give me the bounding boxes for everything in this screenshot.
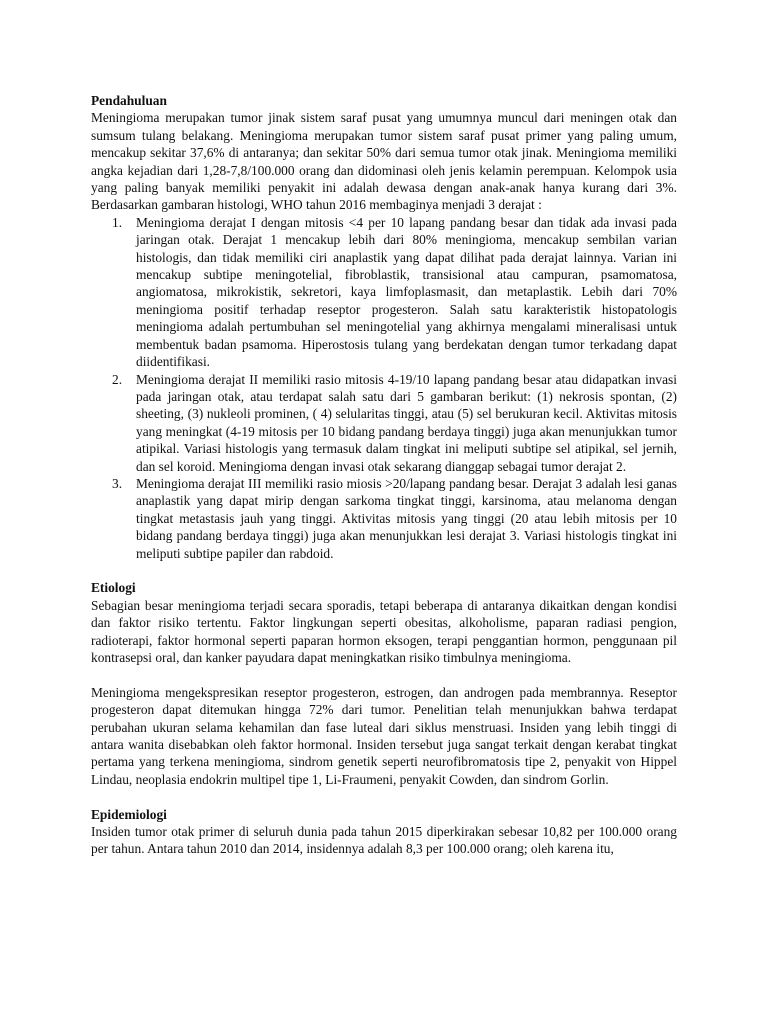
epidemiologi-paragraph: Insiden tumor otak primer di seluruh dunia pada tahun 2015 diperkirakan sebesar 10,82 per 100.000 orang per tahun. Antara tahun 2010 dan 2014, insidennya adalah 8,3 per 100.000 orang; oleh karena itu,: [91, 824, 677, 857]
section-heading-pendahuluan: Pendahuluan: [91, 93, 167, 108]
document-page: [91, 92, 677, 858]
list-number: 2.: [112, 371, 123, 387]
grade-list-item-2: [112, 371, 677, 475]
paragraph-spacer: [91, 666, 677, 683]
list-number: 3.: [112, 475, 123, 491]
paragraph-spacer: [91, 562, 677, 579]
grade-list: [91, 214, 677, 562]
grade-list-item-3: [112, 475, 677, 562]
list-item-text: Meningioma derajat I dengan mitosis <4 per 10 lapang pandang besar dan tidak ada invasi pada jaringan otak. Derajat 1 mencakup lebih dari 80% meningioma, mencakup sembilan varian histologis, dan tidak memiliki ciri anaplastik yang dapat dilihat pada derajat lainnya. Varian ini mencakup subtipe meningotelial, fibroblastik, transisional atau campuran, psamomatosa, angiomatosa, mikrokistik, sekretori, kaya limfoplasmasit, dan metaplastik. Lebih dari 70% meningioma positif terhadap reseptor progesteron. Salah satu karakteristik histopatologis meningioma adalah pertumbuhan sel meningotelial yang akhirnya mengalami mineralisasi untuk membentuk badan psamoma. Hiperostosis tulang yang berdekatan dengan tumor terkadang dapat diidentifikasi.: [136, 214, 677, 370]
list-item-text: Meningioma derajat II memiliki rasio mitosis 4-19/10 lapang pandang besar atau didapatkan invasi pada jaringan otak, atau terdapat salah satu dari 5 gambaran berikut: (1) nekrosis spontan, (2) sheeting, (3) nukleoli prominen, ( 4) selularitas tinggi, atau (5) sel berukuran kecil. Aktivitas mitosis yang meningkat (4-19 mitosis per 10 bidang pandang berdaya tinggi) juga akan menunjukkan tumor atipikal. Variasi histologis yang termasuk dalam tingkat ini meliputi subtipe sel atipikal, sel jernih, dan sel koroid. Meningioma dengan invasi otak sekarang dianggap sebagai tumor derajat 2.: [136, 371, 677, 474]
pendahuluan-intro-paragraph: Meningioma merupakan tumor jinak sistem saraf pusat yang umumnya muncul dari meningen otak dan sumsum tulang belakang. Meningioma merupakan tumor sistem saraf pusat primer yang paling umum, mencakup sekitar 37,6% di antaranya; dan sekitar 50% dari semua tumor otak jinak. Meningioma memiliki angka kejadian dari 1,28-7,8/100.000 orang dan didominasi oleh jenis kelamin perempuan. Kelompok usia yang paling banyak memiliki penyakit ini adalah dewasa dengan anak-anak hanya kurang dari 3%. Berdasarkan gambaran histologi, WHO tahun 2016 membaginya menjadi 3 derajat :: [91, 110, 677, 213]
paragraph-spacer: [91, 788, 677, 805]
etiologi-paragraph-1: Sebagian besar meningioma terjadi secara sporadis, tetapi beberapa di antaranya dikaitkan dengan kondisi dan faktor risiko tertentu. Faktor lingkungan seperti obesitas, alkoholisme, paparan radiasi pengion, radioterapi, faktor hormonal seperti paparan hormon eksogen, terapi penggantian hormon, penggunaan pil kontrasepsi oral, dan kanker payudara dapat meningkatkan risiko timbulnya meningioma.: [91, 597, 677, 665]
list-number: 1.: [112, 214, 123, 230]
section-heading-etiologi: Etiologi: [91, 580, 136, 596]
section-heading-epidemiologi: Epidemiologi: [91, 806, 167, 822]
grade-list-item-1: [112, 214, 677, 371]
list-item-text: Meningioma derajat III memiliki rasio miosis >20/lapang pandang besar. Derajat 3 adalah lesi ganas anaplastik yang dapat mirip dengan sarkoma tingkat tinggi, karsinoma, atau melanoma dengan tingkat metastasis jauh yang tinggi. Aktivitas mitosis yang tinggi (20 atau lebih mitosis per 10 bidang pandang berdaya tinggi) juga akan menunjukkan lesi derajat 3. Variasi histologis tingkat ini meliputi subtipe papiler dan rabdoid.: [136, 475, 677, 561]
etiologi-paragraph-2: Meningioma mengekspresikan reseptor progesteron, estrogen, dan androgen pada membrannya. Reseptor progesteron dapat ditemukan hingga 72% dari tumor. Penelitian telah menunjukkan bahwa terdapat perubahan ukuran selama kehamilan dan fase luteal dari siklus menstruasi. Insiden yang lebih tinggi di antara wanita disebabkan oleh faktor hormonal. Insiden tersebut juga sangat terkait dengan kerabat tingkat pertama yang terkena meningioma, sindrom genetik seperti neurofibromatosis tipe 2, penyakit von Hippel Lindau, neoplasia endokrin multipel tipe 1, Li-Fraumeni, penyakit Cowden, dan sindrom Gorlin.: [91, 684, 677, 787]
